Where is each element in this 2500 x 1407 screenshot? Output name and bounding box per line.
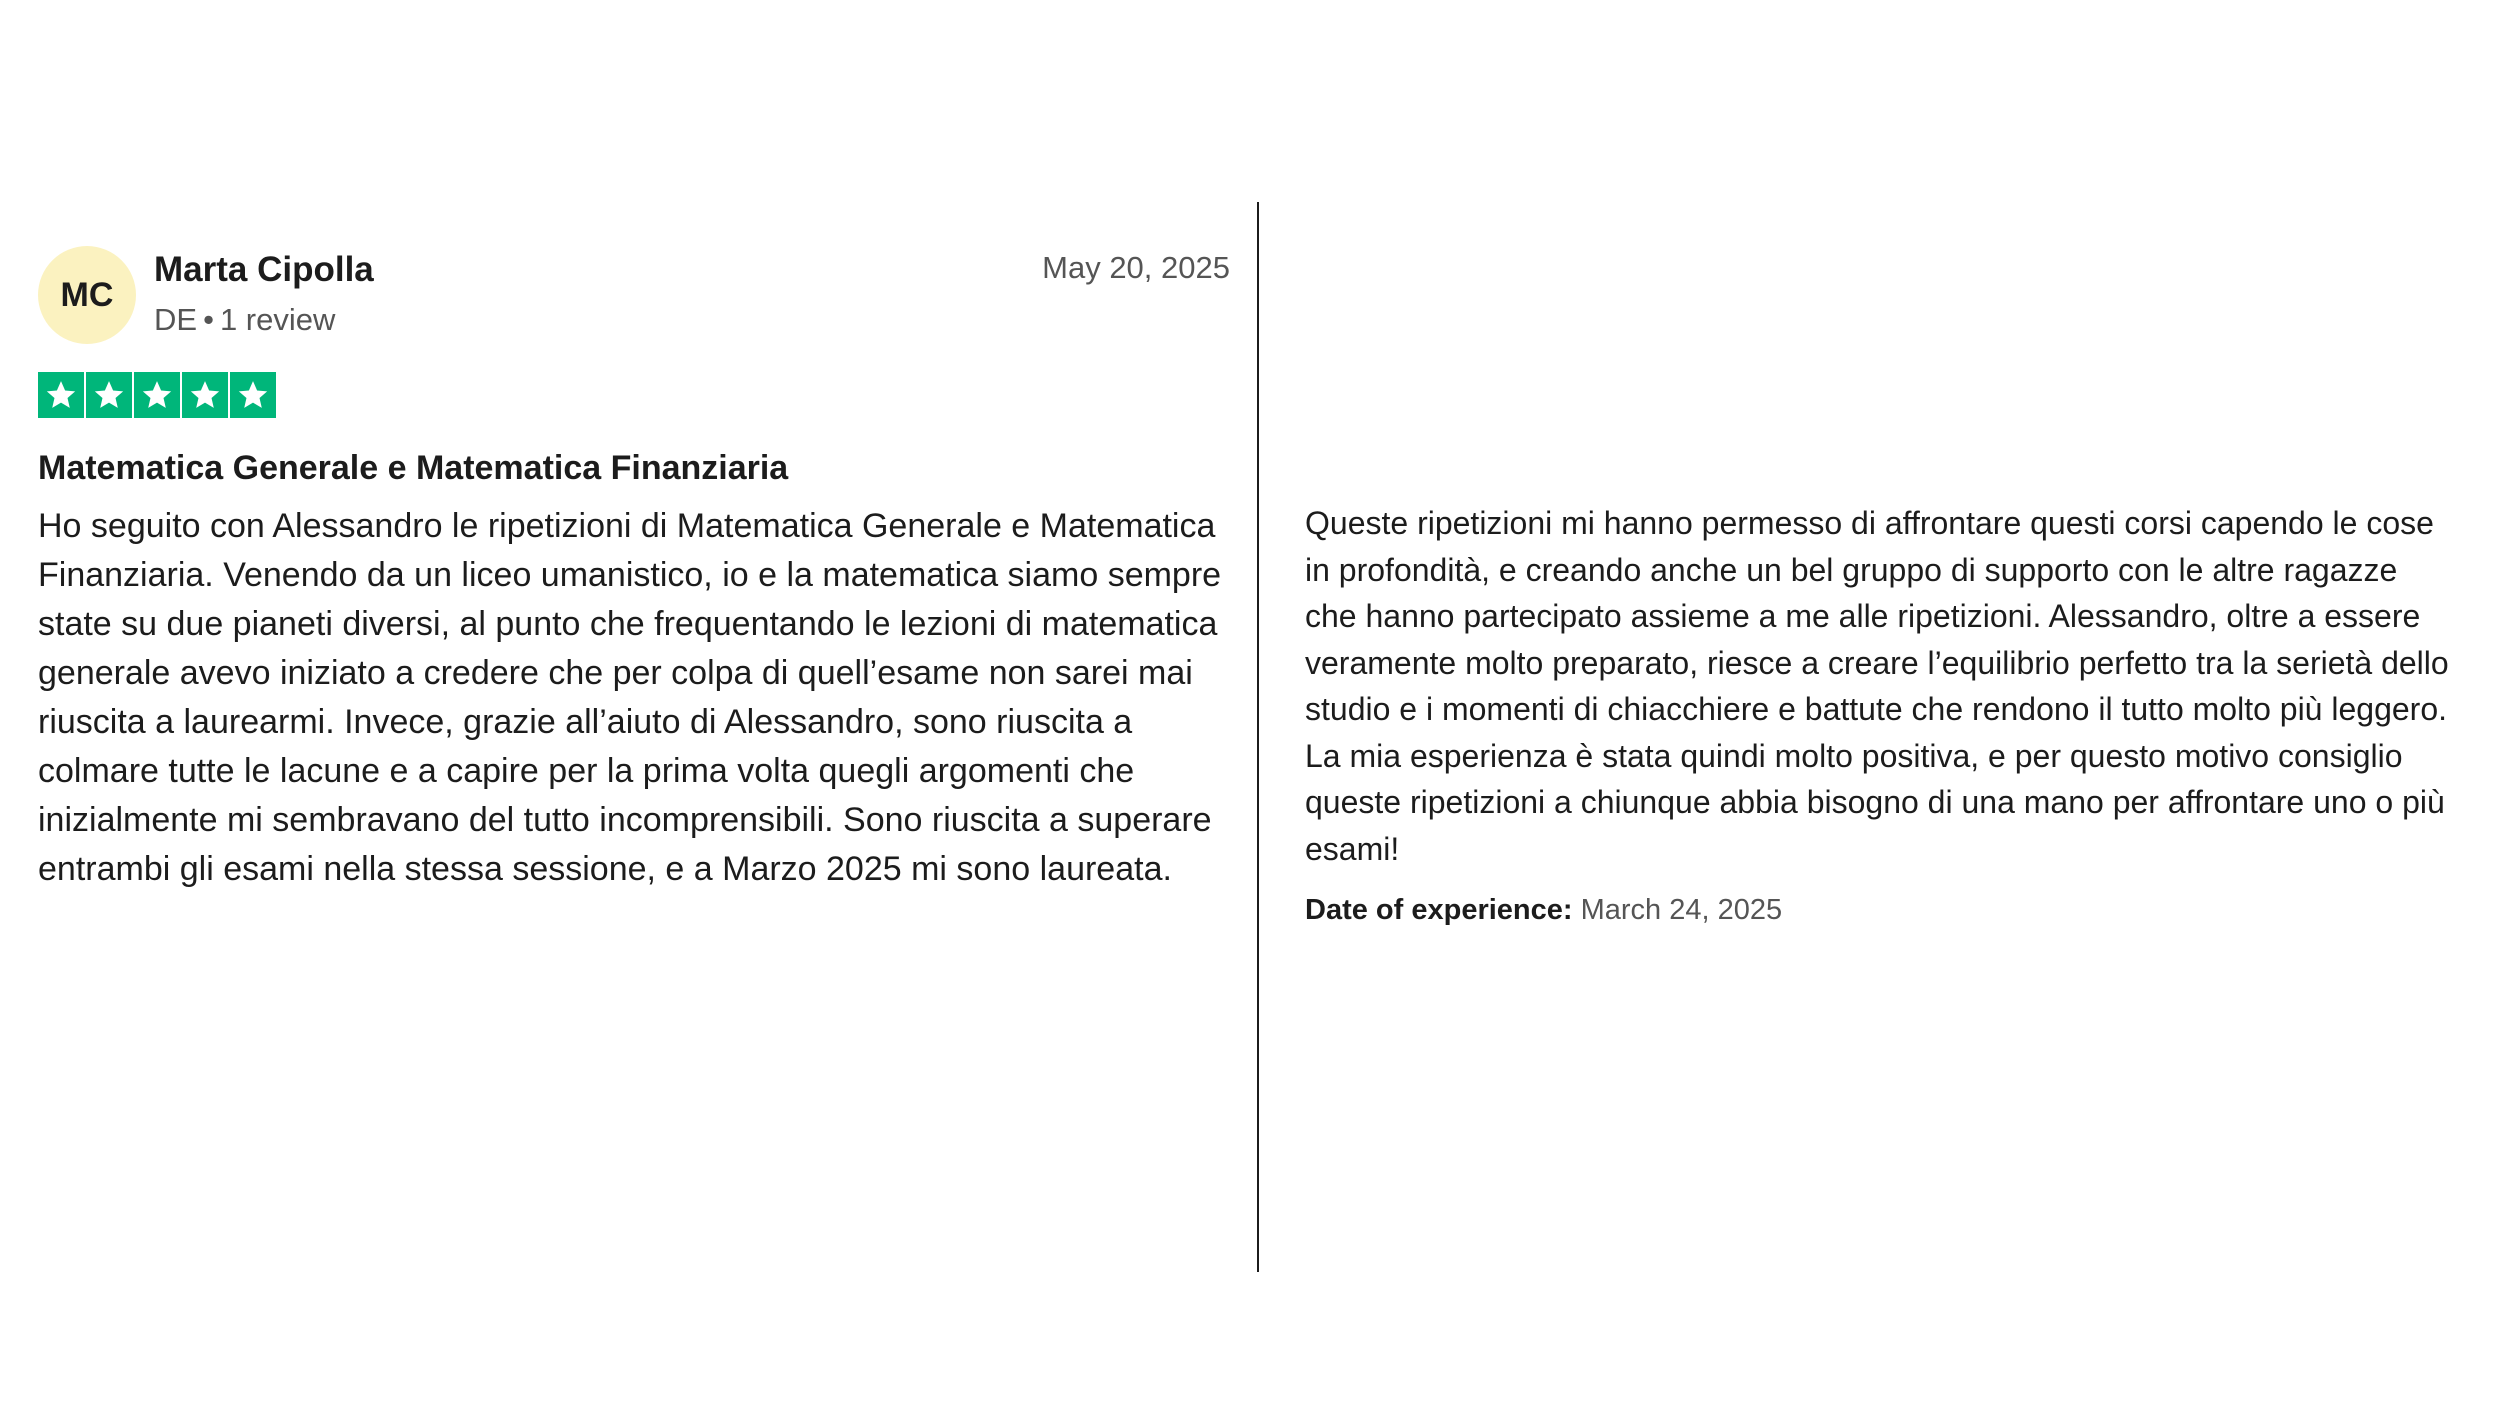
review-title[interactable]: Matematica Generale e Matematica Finanziaria: [38, 449, 789, 487]
reviewer-review-count: 1 review: [219, 302, 336, 337]
reviewer-country: DE: [154, 302, 198, 337]
date-of-experience: [1305, 894, 2455, 927]
review-card-right: [1305, 500, 2455, 927]
review-body-part1: Ho seguito con Alessandro le ripetizioni di Matematica Generale e Matematica Finanziaria. Venendo da un liceo umanistico, io e la matematica siamo sempre state su due pianeti diversi, al punto che frequentando le lezioni di matematica generale avevo iniziato a credere che per colpa di quell’esame non sarei mai riuscita a laurearmi. Invece, grazie all’aiuto di Alessandro, sono riuscita a colmare tutte le lacune e a capire per la prima volta quegli argomenti che inizialmente mi sembravano del tutto incomprensibili. Sono riuscita a superare entrambi gli esami nella stessa sessione, e a Marzo 2025 mi sono laureata.: [38, 507, 1222, 888]
experience-label: Date of experience:: [1305, 894, 1573, 926]
reviewer-name[interactable]: Marta Cipolla: [154, 250, 374, 289]
star-icon: [86, 372, 132, 418]
meta-separator: •: [203, 302, 214, 337]
review-body-part2: Queste ripetizioni mi hanno permesso di affrontare questi corsi capendo le cose in profondità, e creando anche un bel gruppo di supporto con le altre ragazze che hanno partecipato assieme a me alle ripetizioni. Alessandro, oltre a essere veramente molto preparato, riesce a creare l’equilibrio perfetto tra la serietà dello studio e i momenti di chiacchiere e battute che rendono il tutto molto più leggero. La mia esperienza è stata quindi molto positiva, e per questo motivo consiglio queste ripetizioni a chiunque abbia bisogno di una mano per affrontare uno o più esami!: [1305, 505, 2449, 867]
star-icon: [38, 372, 84, 418]
reviewer-meta: [154, 302, 335, 338]
avatar[interactable]: MC: [38, 246, 136, 344]
review-card-left: [38, 236, 1228, 894]
reviewer-header: [38, 236, 1228, 346]
star-icon: [230, 372, 276, 418]
experience-date: March 24, 2025: [1580, 894, 1783, 926]
star-icon: [134, 372, 180, 418]
review-date: May 20, 2025: [1042, 250, 1230, 285]
column-divider: [1257, 202, 1259, 1272]
star-rating: [38, 372, 1228, 418]
star-icon: [182, 372, 228, 418]
